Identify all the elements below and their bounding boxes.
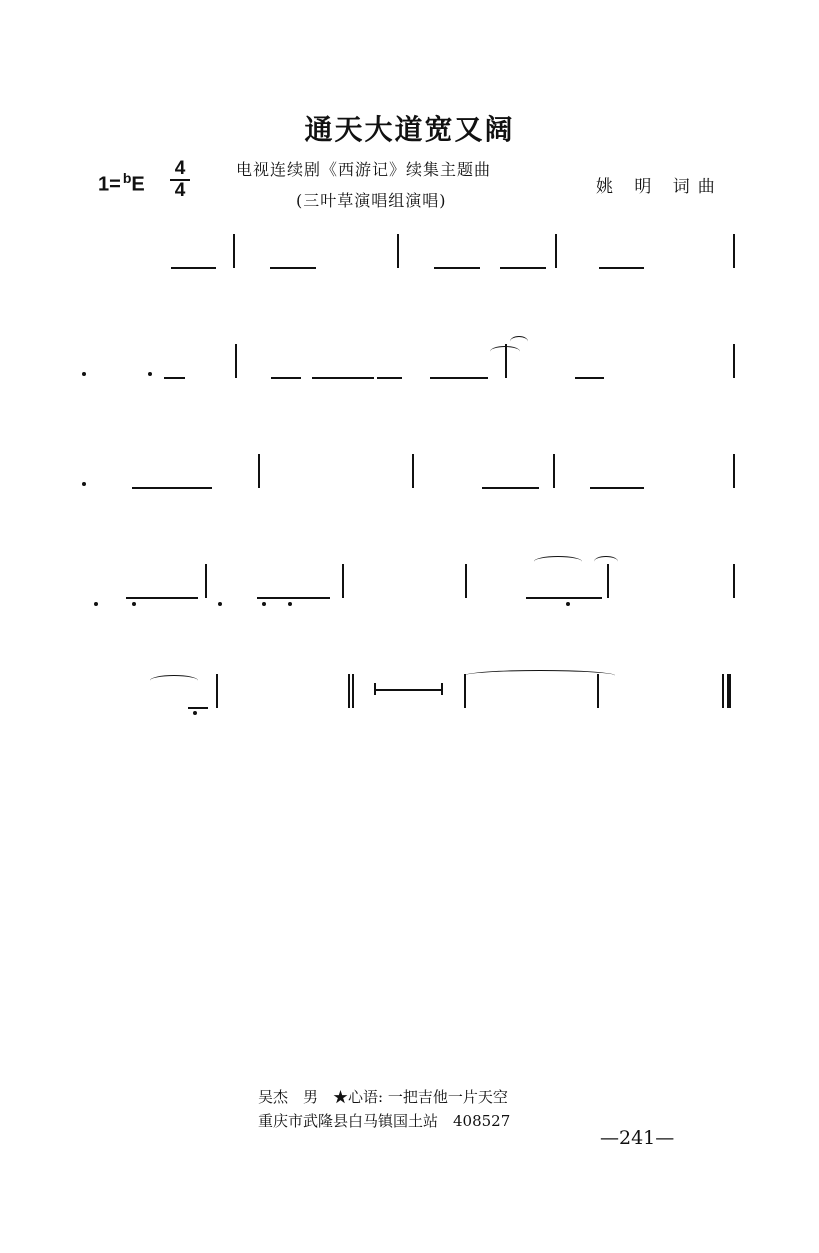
underline-beam — [482, 487, 539, 489]
underline-beam — [500, 267, 546, 269]
final-bar-thick — [727, 674, 731, 708]
underline-beam — [434, 267, 480, 269]
subtitle: 电视连续剧《西游记》续集主题曲 — [236, 160, 492, 179]
bar-line — [348, 674, 350, 708]
octave-dot — [218, 602, 222, 606]
footer-line-2: 重庆市武隆县白马镇国土站 408527 — [258, 1112, 511, 1130]
bar-line — [465, 564, 467, 598]
bar-line — [733, 454, 735, 488]
bar-line — [607, 564, 609, 598]
key-note: E — [131, 173, 145, 196]
meter-top: 4 — [174, 158, 186, 179]
performer: (三叶草演唱组演唱) — [296, 191, 447, 210]
bar-line — [553, 454, 555, 488]
repeat-bracket — [374, 689, 442, 691]
underline-beam — [171, 267, 216, 269]
tie-arc — [150, 675, 198, 686]
underline-beam — [312, 377, 374, 379]
key-label: 1= — [98, 173, 121, 196]
time-signature — [170, 160, 190, 200]
bracket-right — [441, 683, 443, 695]
underline-beam — [164, 377, 185, 379]
octave-dot — [148, 372, 152, 376]
final-bar — [352, 674, 354, 708]
octave-dot — [94, 602, 98, 606]
octave-dot — [566, 602, 570, 606]
song-title: 通天大道宽又阔 — [304, 113, 515, 146]
tie-arc — [490, 346, 520, 357]
underline-beam — [377, 377, 402, 379]
underline-beam — [526, 597, 602, 599]
bar-line — [555, 234, 557, 268]
footer-line-1: 吴杰 男 ★心语: 一把吉他一片天空 — [258, 1088, 508, 1106]
bar-line — [412, 454, 414, 488]
bar-line — [733, 564, 735, 598]
underline-beam — [188, 707, 208, 709]
underline-beam — [575, 377, 604, 379]
underline-beam — [590, 487, 644, 489]
bar-line — [342, 564, 344, 598]
tie-arc — [594, 556, 618, 567]
bar-line — [235, 344, 237, 378]
octave-dot — [262, 602, 266, 606]
octave-dot — [82, 372, 86, 376]
tie-arc — [465, 670, 615, 681]
bar-line — [258, 454, 260, 488]
bar-line — [733, 234, 735, 268]
bar-line — [722, 674, 724, 708]
tie-arc — [534, 556, 582, 567]
tie-arc — [510, 336, 528, 347]
bar-line — [233, 234, 235, 268]
octave-dot — [132, 602, 136, 606]
underline-beam — [271, 377, 301, 379]
underline-beam — [126, 597, 198, 599]
underline-beam — [430, 377, 488, 379]
underline-beam — [599, 267, 644, 269]
meter-bottom: 4 — [174, 180, 186, 201]
bar-line — [397, 234, 399, 268]
key-signature — [98, 170, 145, 197]
octave-dot — [193, 711, 197, 715]
bar-line — [216, 674, 218, 708]
bar-line — [205, 564, 207, 598]
bar-line — [733, 344, 735, 378]
page-number: —241— — [600, 1127, 675, 1149]
octave-dot — [82, 482, 86, 486]
bracket-left — [374, 683, 376, 695]
flat-sign: b — [122, 170, 132, 186]
underline-beam — [257, 597, 330, 599]
underline-beam — [132, 487, 212, 489]
underline-beam — [270, 267, 316, 269]
octave-dot — [288, 602, 292, 606]
author: 姚 明 词曲 — [596, 177, 723, 197]
